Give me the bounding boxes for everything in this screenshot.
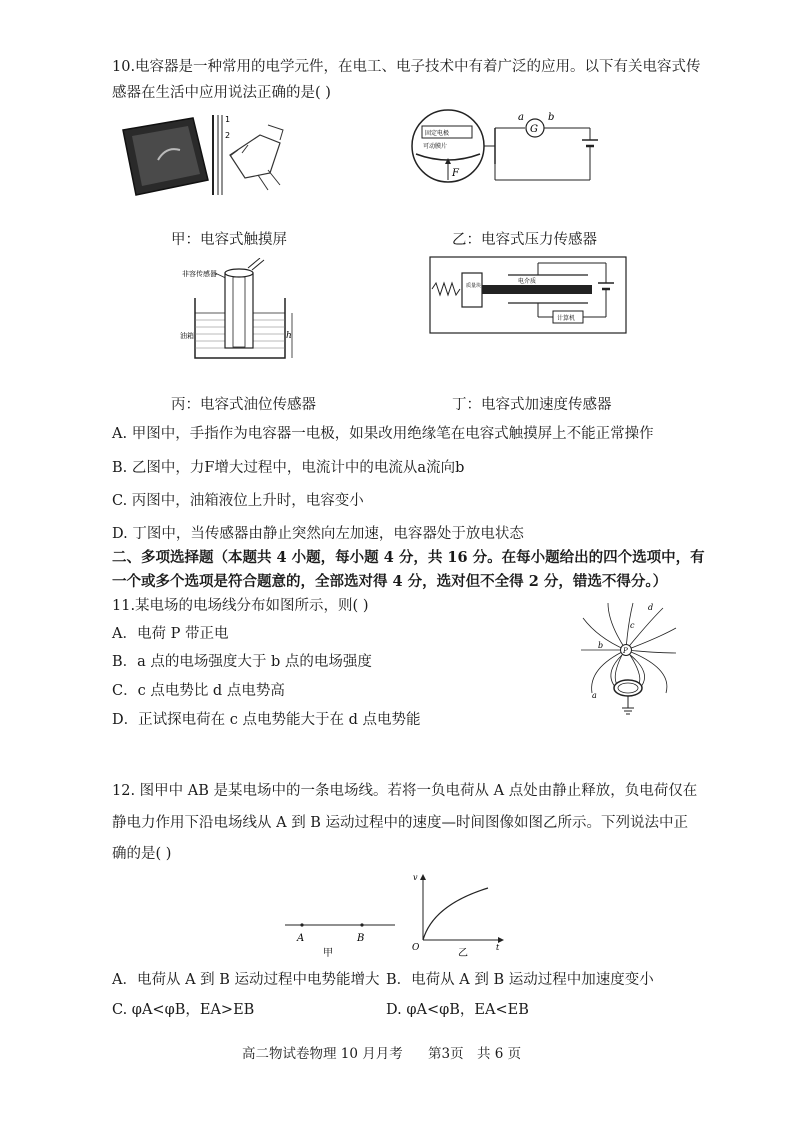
fig-yi-label-G: G: [530, 124, 538, 135]
q10-option-a: A. 甲图中，手指作为电容器一电极，如果改用绝缘笔在电容式触摸屏上不能正常操作: [112, 426, 654, 442]
q10-option-d: D. 丁图中，当传感器由静止突然向左加速，电容器处于放电状态: [112, 526, 524, 542]
q12-option-a: A．电荷从 A 到 B 运动过程中电势能增大: [112, 972, 380, 988]
fig-touchscreen: [118, 110, 308, 200]
fig-bing-label-h: h: [286, 331, 292, 341]
fig-ding-label-dielectric: 电介质: [518, 278, 537, 285]
q11-option-c: C．c 点电势比 d 点电势高: [112, 683, 285, 699]
fig-yi-label-b: b: [548, 112, 555, 123]
q12-stem-line3: 确的是( ): [112, 846, 172, 862]
fig-jia-label-1: 1: [225, 115, 231, 124]
fig-yi-label-fixed: 固定电极: [425, 130, 450, 137]
q12-stem-line1: 12. 图甲中 AB 是某电场中的一条电场线。若将一负电荷从 A 点处由静止释放，负电荷仅在: [112, 783, 698, 799]
fig-yi-label-a: a: [518, 112, 524, 123]
fig-AB-label-B: B: [357, 933, 365, 944]
q12-option-d: D. φA<φB，EA<EB: [386, 1002, 529, 1018]
footer-page: 第3页: [428, 1046, 464, 1062]
fig-field-label-a: a: [592, 691, 597, 700]
fig-bing-label-tank: 油箱: [180, 332, 194, 340]
q11-stem: 11.某电场的电场线分布如图所示，则( ): [112, 598, 369, 614]
fig-oil-level-sensor: [180, 258, 300, 368]
fig-field-label-b: b: [598, 641, 604, 650]
q10-option-b: B. 乙图中，力F增大过程中，电流计中的电流从a流向b: [112, 460, 465, 476]
fig-bing-label-sensor: 非容传感器: [182, 270, 217, 278]
q11-option-d: D．正试探电荷在 c 点电势能大于在 d 点电势能: [112, 712, 421, 728]
fig-AB-label-A: A: [297, 933, 305, 944]
fig-field-label-P: P: [623, 647, 628, 655]
fig-accel-caption: 丁：电容式加速度传感器: [452, 397, 612, 413]
fig-oil-caption: 丙：电容式油位传感器: [171, 397, 316, 413]
fig-vt-label-v: v: [413, 873, 418, 882]
fig-touchscreen-caption: 甲：电容式触摸屏: [171, 232, 287, 248]
fig-field-lines: [578, 598, 678, 718]
footer-total: 共 6 页: [477, 1046, 522, 1062]
section2-heading-line2: 一个或多个选项是符合题意的，全部选对得 4 分，选对但不全得 2 分，错选不得分。）: [112, 573, 668, 590]
q12-stem-line2: 静电力作用下沿电场线从 A 到 B 运动过程中的速度—时间图像如图乙所示。下列说法中正: [112, 815, 689, 831]
q10-stem-line1: 10.电容器是一种常用的电学元件，在电工、电子技术中有着广泛的应用。以下有关电容式传: [112, 59, 701, 75]
q10-option-c: C. 丙图中，油箱液位上升时，电容变小: [112, 493, 364, 509]
fig-acceleration-sensor: [428, 255, 628, 335]
q11-option-a: A．电荷 P 带正电: [112, 626, 229, 642]
fig-pressure-sensor: [410, 108, 610, 198]
q10-stem-line2: 感器在生活中应用说法正确的是( ): [112, 85, 331, 101]
q12-option-b: B．电荷从 A 到 B 运动过程中加速度变小: [386, 972, 654, 988]
fig-field-label-c: c: [630, 621, 635, 630]
fig-AB-caption: 甲: [323, 948, 333, 959]
q11-option-b: B．a 点的电场强度大于 b 点的电场强度: [112, 654, 372, 670]
q12-option-c: C. φA<φB，EA>EB: [112, 1002, 255, 1018]
fig-ding-label-mass: 质量块: [466, 283, 482, 289]
fig-vt-graph: [408, 870, 508, 960]
fig-pressure-caption: 乙：电容式压力传感器: [452, 232, 597, 248]
section2-heading-line1: 二、多项选择题（本题共 4 小题，每小题 4 分，共 16 分。在每小题给出的四个选项中，有: [112, 549, 705, 566]
fig-vt-caption: 乙: [458, 948, 468, 959]
fig-yi-label-F: F: [452, 168, 459, 179]
fig-line-AB: [280, 915, 400, 960]
fig-vt-label-t: t: [496, 943, 500, 952]
fig-ding-label-computer: 计算机: [557, 315, 576, 322]
fig-jia-label-2: 2: [225, 131, 231, 140]
fig-yi-label-membrane: 可动膜片: [423, 143, 448, 150]
fig-field-label-d: d: [648, 603, 654, 612]
fig-vt-label-O: O: [412, 943, 420, 953]
footer-course: 高二物试卷物理 10 月月考: [242, 1046, 403, 1062]
